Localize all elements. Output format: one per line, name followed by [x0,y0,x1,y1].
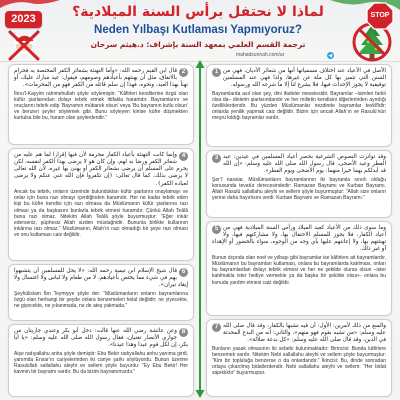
website-url: mahadsunnah.com/ar [236,52,285,58]
translator-credit: ترجمة القسم العلمي بمعهد السنة بإشراف: د.هيثم سرحان [90,40,306,49]
section-2 [8,64,194,145]
section-6 [8,264,194,321]
year-badge: 2023 [5,11,42,28]
section-arabic-text: وعن عائشة رضي الله عنها قالت: دخل أبو بكر وعندي جاريتان من جواري الأنصار تغنيان، فقال رسول الله صلى الله عليه وسلم: «يا أبا بكر، إن لكل قوم عيدا وهذا عيدنا». [14,328,188,349]
section-number: 7 [212,323,221,332]
telegram-icon [327,52,334,59]
section-number: 6 [179,268,188,277]
section-turkish-text: Ancak bu tebrik, onların üzerinde bulundukları küfür şiarlarını onaylamayı ve onlar için buna razı olmayı içerdiğinden haramdır. Her ne kadar tebrik eden kişi bu küfre kendisi için razı olmasa da Müslümanın küfür şiarlarına razı olması ya da başkasını bunlarla tebrik etmesi haramdır. Çünkü Allah Teâlâ buna razı olmaz. Nitekim Allah Teâlâ şöyle buyurmuştur: “Eğer inkâr ederseniz, şüphesiz Allah sizden müstağnidir. Bununla birlikte kullarının inkârına razı olmaz.” Müslümanın, Allah’ın razı olmadığı bir şeye razı olması ve onu kutlaması caiz değildir. [14,189,188,238]
section-4 [8,148,194,261]
section-arabic-text: وقد تواترت النصوص الشرعية بحصر أعياد المسلمين في عيدين: عيد الفطر وعيد الأضحى، قال رسول الله صلى الله عليه وسلم: «إن الله قد أبدلكم بهما خيرا منهما: يوم الأضحى ويوم الفطر». [223,154,386,175]
section-1 [206,64,392,147]
stop-sign [366,2,394,30]
section-turkish-text: Bayramlarda asıl olan şey, dini ifadeler meselesidir. Bayramlar –isimleri farklı olsa da– dinlerin şiarlarındandır ve her milletin kendisini diğerlerinden ayırdığı özelliklerdendir. Bu yüzden Müslümanlar nezdinde bayramlar tevkîfîdir; onlarda yenilik yapmak caiz değildir. Bizim için ancak Allah’ın ve Rasulü’nün meşru kıldığı bayramlar vardır. [212,90,386,122]
section-arabic-text: الأصل في الأعياد عند اختلاف مسمياتها أنها من شعائر الأديان، فهي من السنن التي تتميز بها كل ملة عن غيرها، ولذا فهي عند المسلمين توقيفية لا يجوز الإحداث فيها، فلا يشرع لنا إلا ما شرعه الله ورسوله. [223,68,386,89]
section-8 [8,324,194,397]
section-3 [206,150,392,218]
section-turkish-text: Bunların yasak olmasının iki sebebi bulunmaktadır: Birincisi: Bunda kâfirlere benzemek vardır. Nitekim Nebi sallallahu aleyhi ve sellem şöyle buyurmuştur: “Kim bir topluluğa benzerse o da onlardandır.” İkincisi: Bu, dinde sonradan ortaya çıkarılmış bidatlerdendir. Nebi sallallahu aleyhi ve sellem: “Her bidat sapıklıktır” buyurmuştur. [212,345,386,377]
section-arabic-text: والمنع من ذلك لأمرين: الأول: أن فيه تشبها بالكفار، وقد قال صلى الله عليه وسلم: «من تشبه بقوم فهو منهم»، والثاني: أنه من البدع المحدثة في الدين، وقد قال صلى الله عليه وسلم: «كل بدعة ضلالة». [223,323,386,344]
vertical-arrow-icon [195,60,205,398]
section-turkish-text: İbnu’l-Kayyim rahimehullah şöyle söylemiştir: “Kâfirleri kendilerine özgü olan küfür şiarlarından dolayı tebrik etmek ittifakla haramdır. Bayramlarını ve oruçlarını tebrik edip ‘Bayramın mübarek olsun’ veya ‘Bu bayramın kutlu olsun’ ve benzeri şeyler söylemek gibi. Bunu söyleyen kimse küfre düşmekten kurtulsa bile bu, haram olan şeylerdendir.” [14,90,188,122]
section-number: 3 [212,154,221,163]
section-number: 5 [212,225,221,234]
page-title-arabic: لماذا لا نحتفل برأس السنة الميلادية؟ [72,4,324,20]
section-number: 8 [179,328,188,337]
page-title-turkish: Neden Yılbaşı Kutlaması Yapmıyoruz? [94,24,302,36]
section-number: 4 [179,152,188,161]
section-turkish-text: Şer’î nasslar, Müslümanların bayramlarının iki bayramla sınırlı olduğu konusunda tevatür derecesindedir: Ramazan Bayramı ve Kurban Bayramı. Allah Rasulü sallallahu aleyhi ve sellem şöyle buyurmuştur: “Allah size onların yerine daha hayırlısını verdi: Kurban Bayramı ve Ramazan Bayramı.” [212,176,386,202]
section-5 [206,221,392,316]
section-number: 1 [212,68,221,77]
section-arabic-text: قال ابن القيم رحمه الله: «وأما التهنئة بشعائر الكفر المختصة به فحرام بالاتفاق، مثل أن يهنئهم بأعيادهم وصومهم، فيقول: عيد مبارك عليك، أو تهنأ بهذا العيد، ونحوه، فهذا إن سلم قائله من الكفر فهو من المحرمات». [14,68,188,89]
section-turkish-text: Aişe radıyallahu anha şöyle demiştir: Ebu Bekir radıyallahu anhu yanıma girdi, yanımda Ensar’ın cariyelerinden iki cariye şarkı söylüyordu. Bunun üzerine Rasulullah sallallahu aleyhi ve sellem şöyle buyurdu: “Ey Ebu Bekir! Her kavmin bir bayramı vardır. Bu da bizim bayramımızdır.” [14,350,188,376]
section-turkish-text: Bunun dışında olan noel ve yılbaşı gibi bayramlar ise kâfirlere ait bayramlardır. Müslümanın bu bayramları kutlaması, onlara bu bayramlarda katılması, onları bu bayramlardan dolayı tebrik etmesi ve her ne şekilde olursa olsun –ister katılmakla ister hediye vermekle ya da başka bir şekilde olsun– onlara bu konuda yardım etmesi caiz değildir. [212,255,386,286]
stop-sign-label: STOP [370,12,390,19]
section-arabic-text: وما سوى ذلك من الأعياد كعيد الميلاد ورأس السنة الميلادية فهي من أعياد الكفار، فلا يجوز للمسلم الاحتفال بها، ولا مشاركتهم فيها، ولا تهنئتهم بها، ولا إعانتهم عليها بأي وجه من الوجوه، سواء بالحضور أو الإهداء أو غير ذلك. [212,225,386,253]
section-number: 2 [179,68,188,77]
section-arabic-text: قال شيخ الإسلام ابن تيمية رحمه الله: «لا يحل للمسلمين أن يتشبهوا بهم في شيء مما يختص بأعيادهم، لا من طعام ولا لباس ولا اغتسال ولا إيقاد نيران». [14,268,188,289]
section-7 [206,319,392,397]
crossed-santa-icon [6,29,42,61]
section-turkish-text: Şeyhülislam İbn Teymiyye şöyle der: “Müslümanların onların bayramlarına özgü olan herhangi bir şeyde onlara benzemeleri helal değildir; ne yiyecekte, ne giyecekte, ne yıkanmada, ne de ateş yakmada.” [14,290,188,310]
section-arabic-text: وإنما كانت التهنئة بأعياد الكفار محرمة لأن فيها إقرارا لما هم عليه من شعائر الكفر ورضا به لهم، وإن كان هو لا يرضى بهذا الكفر لنفسه، لكن يحرم على المسلم أن يرضى بشعائر الكفر أو يهنئ بها غيره، لأن الله تعالى لا يرضى بذلك، كما قال تعالى: ﴿إن تكفروا فإن الله غني عنكم ولا يرضى لعباده الكفر﴾. [14,152,188,187]
